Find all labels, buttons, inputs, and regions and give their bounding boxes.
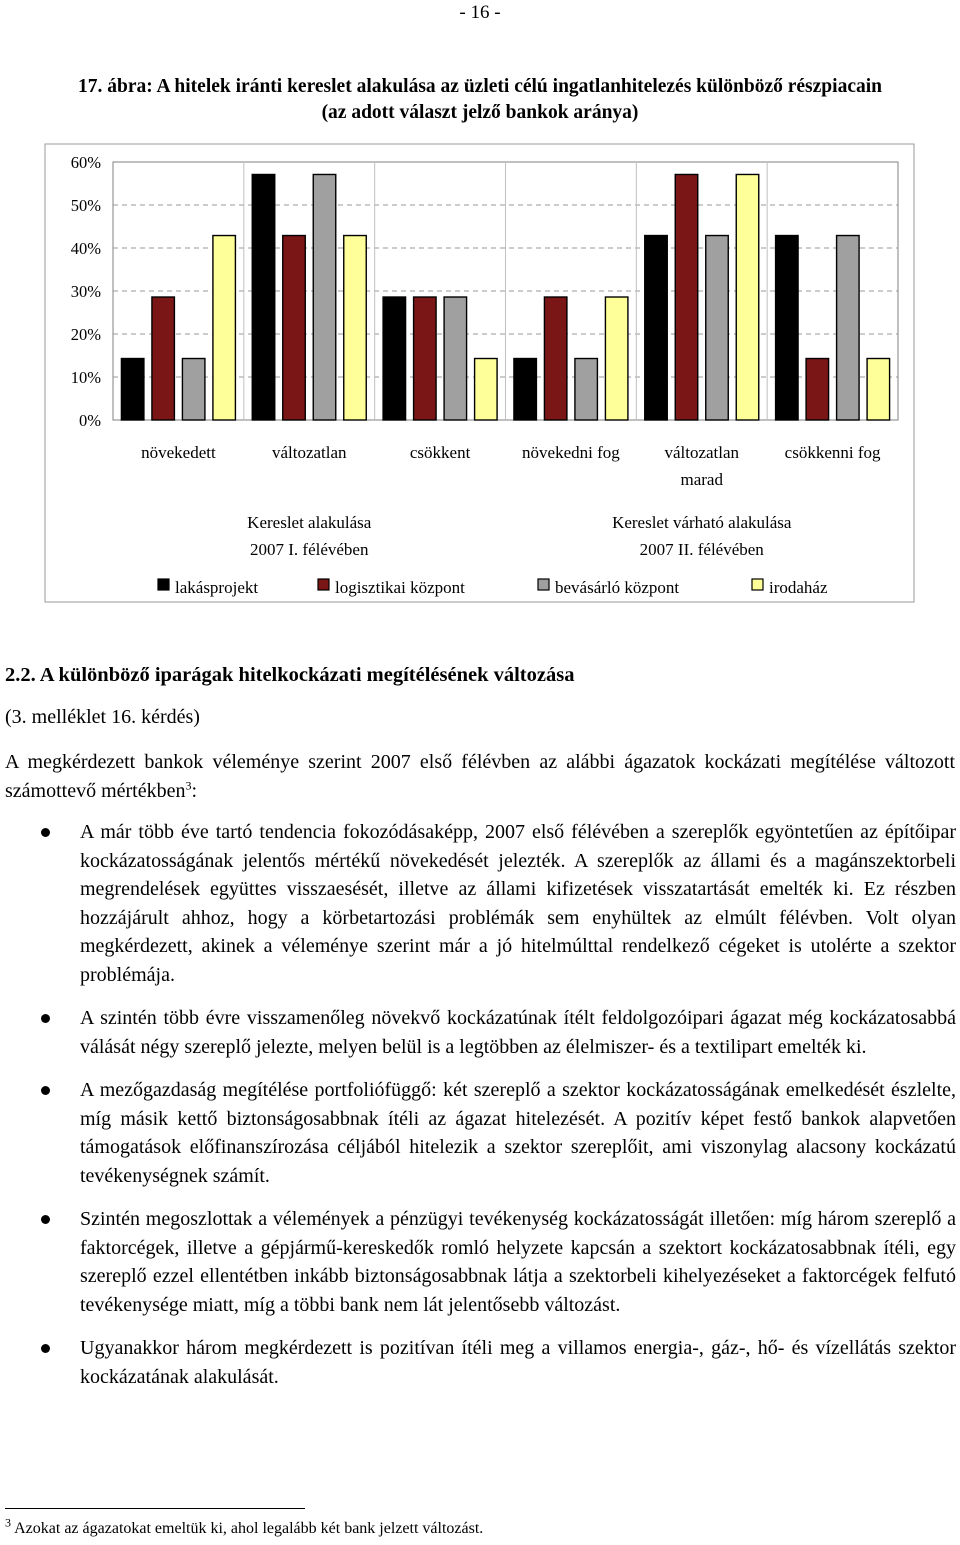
bar	[645, 236, 668, 420]
intro-text: A megkérdezett bankok véleménye szerint 2007 első félévben az alábbi ágazatok kockázati megítélése változott számottevő mértékben	[5, 751, 955, 802]
category-label: változatlan	[664, 443, 740, 462]
footnote-text: Azokat az ágazatokat emeltük ki, ahol legalább két bank jelzett változást.	[14, 1520, 484, 1537]
category-label: változatlan	[271, 443, 347, 462]
bar-chart	[0, 0, 960, 620]
group-label: Kereslet alakulása	[247, 513, 372, 532]
legend-swatch	[752, 579, 763, 590]
category-label: csökkent	[409, 443, 471, 462]
bullet-text: A mezőgazdaság megítélése portfoliófüggő: két szereplő a szektor kockázatosságának emelkedését észlelte, míg másik kettő biztonságosabbnak ítéli az ágazat hitelezését. A pozitív képet festő bankok alapvetően támogatások előfinanszírozása céljából hitelezik a szektor szereplőit, ami viszonylag alacsony kockázatú tevékenységnek számít.	[80, 1079, 956, 1187]
figure-title-line-2: (az adott választ jelző bankok aránya)	[321, 102, 639, 123]
bar	[776, 236, 799, 420]
bullet-text: Ugyanakkor három megkérdezett is pozitívan ítéli meg a villamos energia-, gáz-, hő- és vízellátás szektor kockázatának alakulását.	[80, 1337, 956, 1388]
bullet-financial	[0, 1205, 956, 1319]
footnote-marker: 3	[185, 777, 192, 792]
bar	[514, 359, 537, 420]
bullet-text: A már több éve tartó tendencia fokozódásaképp, 2007 első félévében a szereplők egyöntetűen az építőipar kockázatosságának jelentős mértékű növekedését jelezték. A szereplők az állami és a magánszektorbeli megrendelések együttes visszaesését, illetve az állami kifizetések visszatartását emelték ki. Ez részben hozzájárult ahhoz, hogy a körbetartozási problémák sem enyhültek az elmúlt félévben. Volt olyan megkérdezett, akinek a véleménye szerint már a jó hitelmúlttal rendelkező cégeket is utolérte a szektor problémája.	[80, 821, 956, 986]
y-tick-label: 20%	[70, 325, 101, 344]
bar	[806, 359, 829, 420]
bullet-text: Szintén megoszlottak a vélemények a pénzügyi tevékenység kockázatosságát illetően: míg három szereplő a faktorcégek, illetve a gépjármű-kereskedők romló helyzete kapcsán a szektort kockázatosabbnak ítéli, egy szereplő ezzel ellentétben inkább biztonságosabbnak látja a szektorbeli kihelyezéseket a faktorcégek felfutó tevékenysége miatt, míg a többi bank nem lát jelentősebb változást.	[80, 1208, 956, 1316]
bar	[675, 174, 698, 420]
bar	[414, 297, 437, 420]
bullet-dot-icon	[41, 1086, 50, 1095]
bullet-dot-icon	[41, 1014, 50, 1023]
category-label: növekedett	[141, 443, 216, 462]
legend-label: lakásprojekt	[175, 578, 259, 597]
y-tick-label: 40%	[70, 239, 101, 258]
y-tick-label: 50%	[70, 196, 101, 215]
bar	[283, 236, 306, 420]
bar	[837, 236, 860, 420]
footnote-number: 3	[5, 1515, 11, 1530]
group-label: 2007 I. félévében	[250, 540, 369, 559]
bullet-dot-icon	[41, 1344, 50, 1353]
bar	[575, 359, 598, 420]
legend-swatch	[318, 579, 329, 590]
bullet-manufacturing	[0, 1004, 956, 1061]
legend-label: logisztikai központ	[335, 578, 465, 597]
bar	[475, 359, 498, 420]
bar	[344, 236, 367, 420]
y-tick-label: 0%	[79, 411, 101, 430]
intro-paragraph	[5, 748, 955, 805]
bar	[252, 174, 275, 420]
category-label: csökkenni fog	[784, 443, 881, 462]
bar	[736, 174, 759, 420]
bar	[383, 297, 406, 420]
bullet-construction	[0, 818, 956, 989]
section-heading: 2.2. A különböző iparágak hitelkockázati megítélésének változása	[5, 664, 575, 686]
group-label: 2007 II. félévében	[639, 540, 764, 559]
bar	[605, 297, 628, 420]
bar	[444, 297, 467, 420]
bar	[213, 236, 236, 420]
bar	[867, 359, 890, 420]
figure-title-line-1: 17. ábra: A hitelek iránti kereslet alakulása az üzleti célú ingatlanhitelezés különböző részpiacain	[78, 76, 882, 97]
legend-label: irodaház	[769, 578, 828, 597]
bar	[313, 174, 336, 420]
y-tick-label: 30%	[70, 282, 101, 301]
y-tick-label: 10%	[70, 368, 101, 387]
bullet-text: A szintén több évre visszamenőleg növekvő kockázatúnak ítélt feldolgozóipari ágazat még kockázatosabbá válását négy szereplő jelezte, melyen belül is a legtöbben az élelmiszer- és a textilipart emelték ki.	[80, 1007, 956, 1058]
legend-swatch	[158, 579, 169, 590]
bullet-dot-icon	[41, 828, 50, 837]
bullet-agriculture	[0, 1076, 956, 1190]
group-label: Kereslet várható alakulása	[612, 513, 792, 532]
bar	[121, 359, 143, 420]
intro-end: :	[191, 779, 198, 802]
category-label: növekedni fog	[522, 443, 620, 462]
legend-label: bevásárló központ	[555, 578, 680, 597]
footnote	[5, 1515, 484, 1538]
bar	[182, 359, 205, 420]
bullet-list	[0, 818, 960, 1391]
legend-swatch	[538, 579, 549, 590]
category-label: marad	[680, 470, 723, 489]
section-reference: (3. melléklet 16. kérdés)	[5, 706, 200, 728]
bar	[706, 236, 729, 420]
bar	[544, 297, 567, 420]
footnote-rule	[5, 1508, 305, 1509]
bullet-utilities	[0, 1334, 956, 1391]
y-tick-label: 60%	[70, 153, 101, 172]
bar	[152, 297, 175, 420]
bullet-dot-icon	[41, 1215, 50, 1224]
page-number: - 16 -	[459, 2, 501, 23]
